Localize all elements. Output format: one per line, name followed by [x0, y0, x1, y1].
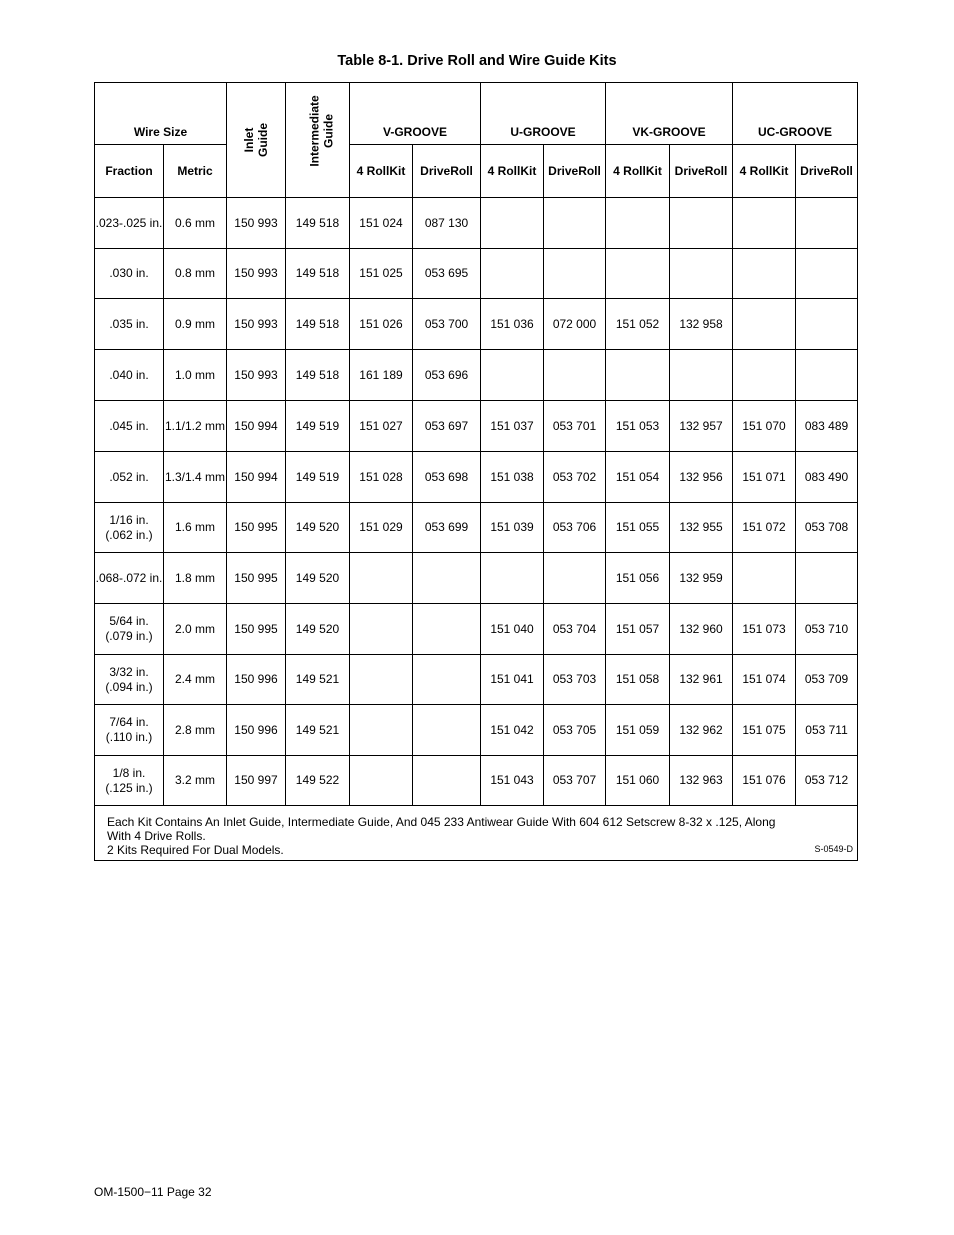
metric-cell: 2.8 mm [164, 705, 227, 756]
uc-roll-cell [796, 249, 858, 299]
v-kit-cell [350, 705, 413, 756]
u-kit-cell: 151 036 [481, 299, 544, 350]
inlet-cell: 150 993 [227, 299, 286, 350]
intermediate-cell: 149 518 [286, 198, 350, 249]
u-kit-cell [481, 350, 544, 401]
vk-roll-cell: 132 962 [670, 705, 733, 756]
metric-cell: 2.0 mm [164, 604, 227, 655]
metric-cell: 0.9 mm [164, 299, 227, 350]
v-kit-cell [350, 655, 413, 705]
u-kit-cell [481, 249, 544, 299]
table-row [95, 655, 858, 705]
drive-roll-table [94, 82, 858, 861]
v-roll-cell: 053 698 [413, 452, 481, 503]
fraction-cell: .035 in. [95, 299, 164, 350]
v-roll-cell [413, 553, 481, 604]
note-line: With 4 Drive Rolls. [107, 829, 206, 843]
vk-roll-cell: 132 963 [670, 756, 733, 806]
table-row [95, 503, 858, 553]
uc-kit-cell [733, 350, 796, 401]
metric-cell: 0.8 mm [164, 249, 227, 299]
vk-roll-cell: 132 958 [670, 299, 733, 350]
uc-roll-header: DriveRoll [796, 145, 858, 198]
vk-kit-cell [606, 249, 670, 299]
fraction-cell: 5/64 in. (.079 in.) [95, 604, 164, 655]
fraction-cell: .052 in. [95, 452, 164, 503]
v-kit-cell: 151 025 [350, 249, 413, 299]
wire-size-header: Wire Size [95, 83, 227, 145]
u-roll-header: DriveRoll [544, 145, 606, 198]
v-roll-cell [413, 655, 481, 705]
vk-roll-header: DriveRoll [670, 145, 733, 198]
uc-groove-header: UC-GROOVE [733, 83, 858, 145]
u-kit-cell: 151 042 [481, 705, 544, 756]
table-title: Table 8-1. Drive Roll and Wire Guide Kits [337, 53, 617, 69]
v-roll-cell: 053 696 [413, 350, 481, 401]
u-kit-cell: 151 040 [481, 604, 544, 655]
vk-kit-cell: 151 056 [606, 553, 670, 604]
u-roll-cell: 053 706 [544, 503, 606, 553]
note-line: Each Kit Contains An Inlet Guide, Intermediate Guide, And 045 233 Antiwear Guide With 604 612 Setscrew 8-32 x .125, Along [107, 815, 776, 829]
v-roll-cell: 087 130 [413, 198, 481, 249]
u-kit-cell [481, 198, 544, 249]
inlet-cell: 150 994 [227, 401, 286, 452]
metric-header: Metric [164, 145, 227, 198]
uc-roll-cell [796, 299, 858, 350]
intermediate-cell: 149 519 [286, 452, 350, 503]
uc-kit-cell: 151 076 [733, 756, 796, 806]
uc-kit-cell: 151 075 [733, 705, 796, 756]
u-roll-cell [544, 553, 606, 604]
table-body [95, 198, 858, 806]
uc-kit-cell: 151 071 [733, 452, 796, 503]
uc-kit-header: 4 RollKit [733, 145, 796, 198]
table-row [95, 705, 858, 756]
v-roll-cell [413, 705, 481, 756]
intermediate-cell: 149 518 [286, 299, 350, 350]
fraction-cell: .040 in. [95, 350, 164, 401]
fraction-cell: 7/64 in. (.110 in.) [95, 705, 164, 756]
inlet-cell: 150 995 [227, 604, 286, 655]
v-kit-cell: 151 029 [350, 503, 413, 553]
vk-roll-cell [670, 198, 733, 249]
v-kit-cell: 151 024 [350, 198, 413, 249]
vk-roll-cell: 132 955 [670, 503, 733, 553]
uc-kit-cell: 151 074 [733, 655, 796, 705]
inlet-cell: 150 993 [227, 350, 286, 401]
table-row [95, 604, 858, 655]
vk-kit-cell: 151 057 [606, 604, 670, 655]
v-roll-cell: 053 700 [413, 299, 481, 350]
v-kit-cell [350, 604, 413, 655]
metric-cell: 1.0 mm [164, 350, 227, 401]
table-notes [95, 806, 858, 861]
uc-roll-cell: 083 490 [796, 452, 858, 503]
intermediate-cell: 149 518 [286, 249, 350, 299]
v-roll-cell [413, 604, 481, 655]
intermediate-cell: 149 520 [286, 553, 350, 604]
uc-kit-cell [733, 299, 796, 350]
table-row [95, 249, 858, 299]
u-groove-header: U-GROOVE [481, 83, 606, 145]
vk-kit-cell: 151 060 [606, 756, 670, 806]
vk-groove-header: VK-GROOVE [606, 83, 733, 145]
vk-kit-cell: 151 058 [606, 655, 670, 705]
vk-kit-cell: 151 054 [606, 452, 670, 503]
fraction-cell: 3/32 in. (.094 in.) [95, 655, 164, 705]
vk-roll-cell [670, 249, 733, 299]
table-row [95, 756, 858, 806]
intermediate-cell: 149 520 [286, 503, 350, 553]
u-roll-cell: 053 703 [544, 655, 606, 705]
inlet-cell: 150 995 [227, 503, 286, 553]
u-roll-cell [544, 249, 606, 299]
uc-kit-cell [733, 553, 796, 604]
vk-roll-cell: 132 961 [670, 655, 733, 705]
inlet-guide-header: Inlet Guide [227, 83, 286, 198]
metric-cell: 0.6 mm [164, 198, 227, 249]
u-roll-cell: 053 705 [544, 705, 606, 756]
fraction-cell: .068-.072 in. [95, 553, 164, 604]
u-roll-cell: 053 704 [544, 604, 606, 655]
metric-cell: 2.4 mm [164, 655, 227, 705]
table-row [95, 198, 858, 249]
uc-kit-cell [733, 198, 796, 249]
u-kit-cell: 151 039 [481, 503, 544, 553]
inlet-cell: 150 993 [227, 198, 286, 249]
vk-kit-cell: 151 055 [606, 503, 670, 553]
u-roll-cell [544, 350, 606, 401]
vk-roll-cell [670, 350, 733, 401]
page-footer: OM-1500−11 Page 32 [94, 1185, 212, 1199]
v-kit-cell: 151 028 [350, 452, 413, 503]
vk-roll-cell: 132 956 [670, 452, 733, 503]
u-kit-cell: 151 041 [481, 655, 544, 705]
u-kit-cell [481, 553, 544, 604]
table-row [95, 350, 858, 401]
uc-roll-cell [796, 198, 858, 249]
inlet-cell: 150 996 [227, 655, 286, 705]
fraction-cell: .023-.025 in. [95, 198, 164, 249]
u-kit-cell: 151 043 [481, 756, 544, 806]
uc-roll-cell: 053 710 [796, 604, 858, 655]
intermediate-cell: 149 521 [286, 705, 350, 756]
fraction-cell: .045 in. [95, 401, 164, 452]
inlet-cell: 150 993 [227, 249, 286, 299]
intermediate-cell: 149 519 [286, 401, 350, 452]
v-kit-cell [350, 553, 413, 604]
uc-kit-cell: 151 070 [733, 401, 796, 452]
v-roll-cell [413, 756, 481, 806]
intermediate-guide-header: Intermediate Guide [286, 83, 350, 198]
uc-roll-cell: 083 489 [796, 401, 858, 452]
vk-kit-cell: 151 052 [606, 299, 670, 350]
v-groove-header: V-GROOVE [350, 83, 481, 145]
table-row [95, 299, 858, 350]
table-row [95, 401, 858, 452]
v-roll-cell: 053 695 [413, 249, 481, 299]
u-kit-cell: 151 037 [481, 401, 544, 452]
metric-cell: 1.3/1.4 mm [164, 452, 227, 503]
uc-roll-cell: 053 712 [796, 756, 858, 806]
u-roll-cell: 072 000 [544, 299, 606, 350]
metric-cell: 1.1/1.2 mm [164, 401, 227, 452]
u-roll-cell [544, 198, 606, 249]
vk-kit-cell [606, 350, 670, 401]
v-roll-cell: 053 697 [413, 401, 481, 452]
v-kit-cell: 161 189 [350, 350, 413, 401]
uc-roll-cell [796, 553, 858, 604]
u-roll-cell: 053 707 [544, 756, 606, 806]
v-roll-cell: 053 699 [413, 503, 481, 553]
v-kit-header: 4 RollKit [350, 145, 413, 198]
table-row [95, 553, 858, 604]
table-row [95, 452, 858, 503]
v-roll-header: DriveRoll [413, 145, 481, 198]
vk-roll-cell: 132 959 [670, 553, 733, 604]
vk-roll-cell: 132 960 [670, 604, 733, 655]
u-roll-cell: 053 702 [544, 452, 606, 503]
uc-kit-cell: 151 073 [733, 604, 796, 655]
fraction-cell: 1/16 in. (.062 in.) [95, 503, 164, 553]
vk-kit-cell [606, 198, 670, 249]
fraction-cell: .030 in. [95, 249, 164, 299]
uc-roll-cell [796, 350, 858, 401]
fraction-cell: 1/8 in. (.125 in.) [95, 756, 164, 806]
inlet-cell: 150 995 [227, 553, 286, 604]
intermediate-cell: 149 521 [286, 655, 350, 705]
vk-kit-header: 4 RollKit [606, 145, 670, 198]
inlet-cell: 150 996 [227, 705, 286, 756]
inlet-cell: 150 997 [227, 756, 286, 806]
metric-cell: 1.8 mm [164, 553, 227, 604]
fraction-header: Fraction [95, 145, 164, 198]
intermediate-cell: 149 520 [286, 604, 350, 655]
note-line: 2 Kits Required For Dual Models. [107, 843, 284, 857]
metric-cell: 3.2 mm [164, 756, 227, 806]
u-kit-header: 4 RollKit [481, 145, 544, 198]
v-kit-cell [350, 756, 413, 806]
uc-roll-cell: 053 708 [796, 503, 858, 553]
u-roll-cell: 053 701 [544, 401, 606, 452]
uc-kit-cell: 151 072 [733, 503, 796, 553]
vk-kit-cell: 151 059 [606, 705, 670, 756]
v-kit-cell: 151 027 [350, 401, 413, 452]
uc-roll-cell: 053 709 [796, 655, 858, 705]
uc-kit-cell [733, 249, 796, 299]
intermediate-cell: 149 522 [286, 756, 350, 806]
inlet-cell: 150 994 [227, 452, 286, 503]
uc-roll-cell: 053 711 [796, 705, 858, 756]
metric-cell: 1.6 mm [164, 503, 227, 553]
vk-roll-cell: 132 957 [670, 401, 733, 452]
u-kit-cell: 151 038 [481, 452, 544, 503]
intermediate-cell: 149 518 [286, 350, 350, 401]
figure-code: S-0549-D [814, 844, 854, 854]
v-kit-cell: 151 026 [350, 299, 413, 350]
vk-kit-cell: 151 053 [606, 401, 670, 452]
